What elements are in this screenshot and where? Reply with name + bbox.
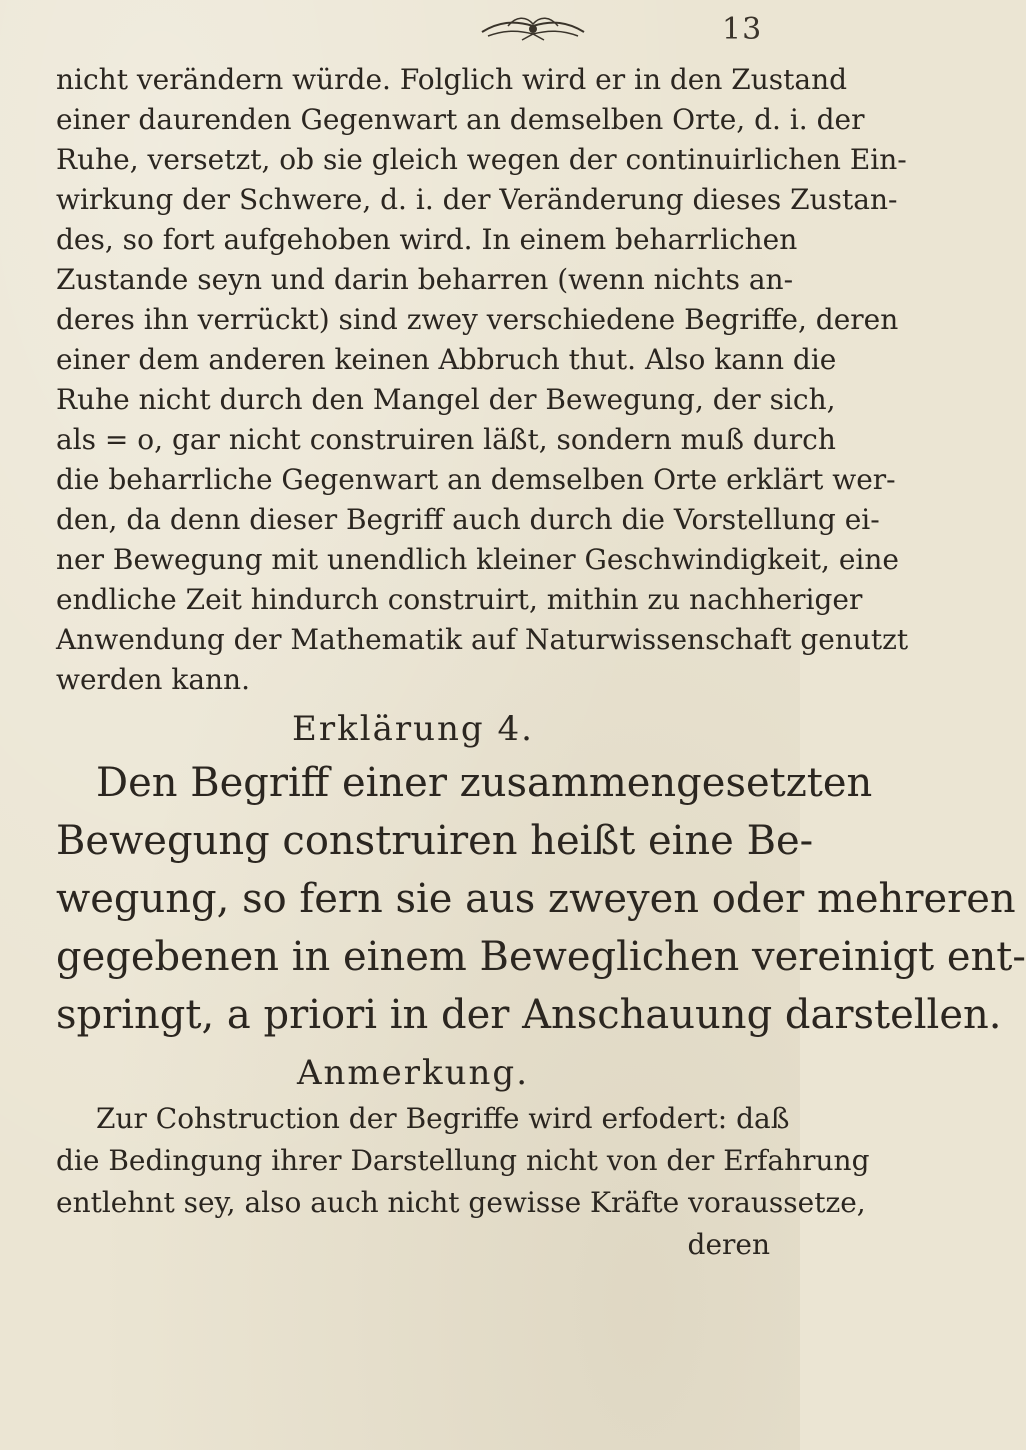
body-line: Zustande seyn und darin beharren (wenn nichts an- [56,263,794,296]
body-line: ner Bewegung mit unendlich kleiner Geschwindigkeit, eine [56,543,899,576]
body-line: wirkung der Schwere, d. i. der Veränderung dieses Zustan- [56,183,898,216]
body-line: werden kann. [56,663,250,696]
definition-line: wegung, so fern sie aus zweyen oder mehreren [56,876,1016,922]
note-heading: Anmerkung. [296,1053,530,1093]
body-line: endliche Zeit hindurch construirt, mithin zu nachheriger [56,583,863,616]
definition-line: gegebenen in einem Beweglichen vereinigt ent- [56,934,1026,980]
body-line: des, so fort aufgehoben wird. In einem beharrlichen [56,223,798,256]
page-text [56,60,1026,1266]
decorative-head-ornament-icon [478,12,588,46]
note-line: Zur Cohstruction der Begriffe wird erfodert: daß [96,1102,790,1135]
definition-line: Den Begriff einer zusammengesetzten [96,760,873,806]
body-line: den, da denn dieser Begriff auch durch die Vorstellung ei- [56,503,880,536]
definition-line: Bewegung construiren heißt eine Be- [56,818,814,864]
body-line: Ruhe nicht durch den Mangel der Bewegung, der sich, [56,383,836,416]
body-line: Ruhe, versetzt, ob sie gleich wegen der continuirlichen Ein- [56,143,907,176]
body-line: einer dem anderen keinen Abbruch thut. Also kann die [56,343,837,376]
body-line: die beharrliche Gegenwart an demselben Orte erklärt wer- [56,463,896,496]
note-line: entlehnt sey, also auch nicht gewisse Kräfte voraussetze, [56,1186,866,1219]
body-line: als = o, gar nicht construiren läßt, sondern muß durch [56,423,836,456]
body-line: einer daurenden Gegenwart an demselben Orte, d. i. der [56,103,865,136]
body-line: nicht verändern würde. Folglich wird er in den Zustand [56,63,848,96]
catchword: deren [687,1228,770,1261]
explanation-heading: Erklärung 4. [292,709,534,749]
body-line: deres ihn verrückt) sind zwey verschiedene Begriffe, deren [56,303,899,336]
page-number: 13 [722,12,763,47]
note-line: die Bedingung ihrer Darstellung nicht von der Erfahrung [56,1144,870,1177]
definition-line: springt, a priori in der Anschauung darstellen. [56,992,1002,1038]
body-line: Anwendung der Mathematik auf Naturwissenschaft genutzt [56,623,909,656]
